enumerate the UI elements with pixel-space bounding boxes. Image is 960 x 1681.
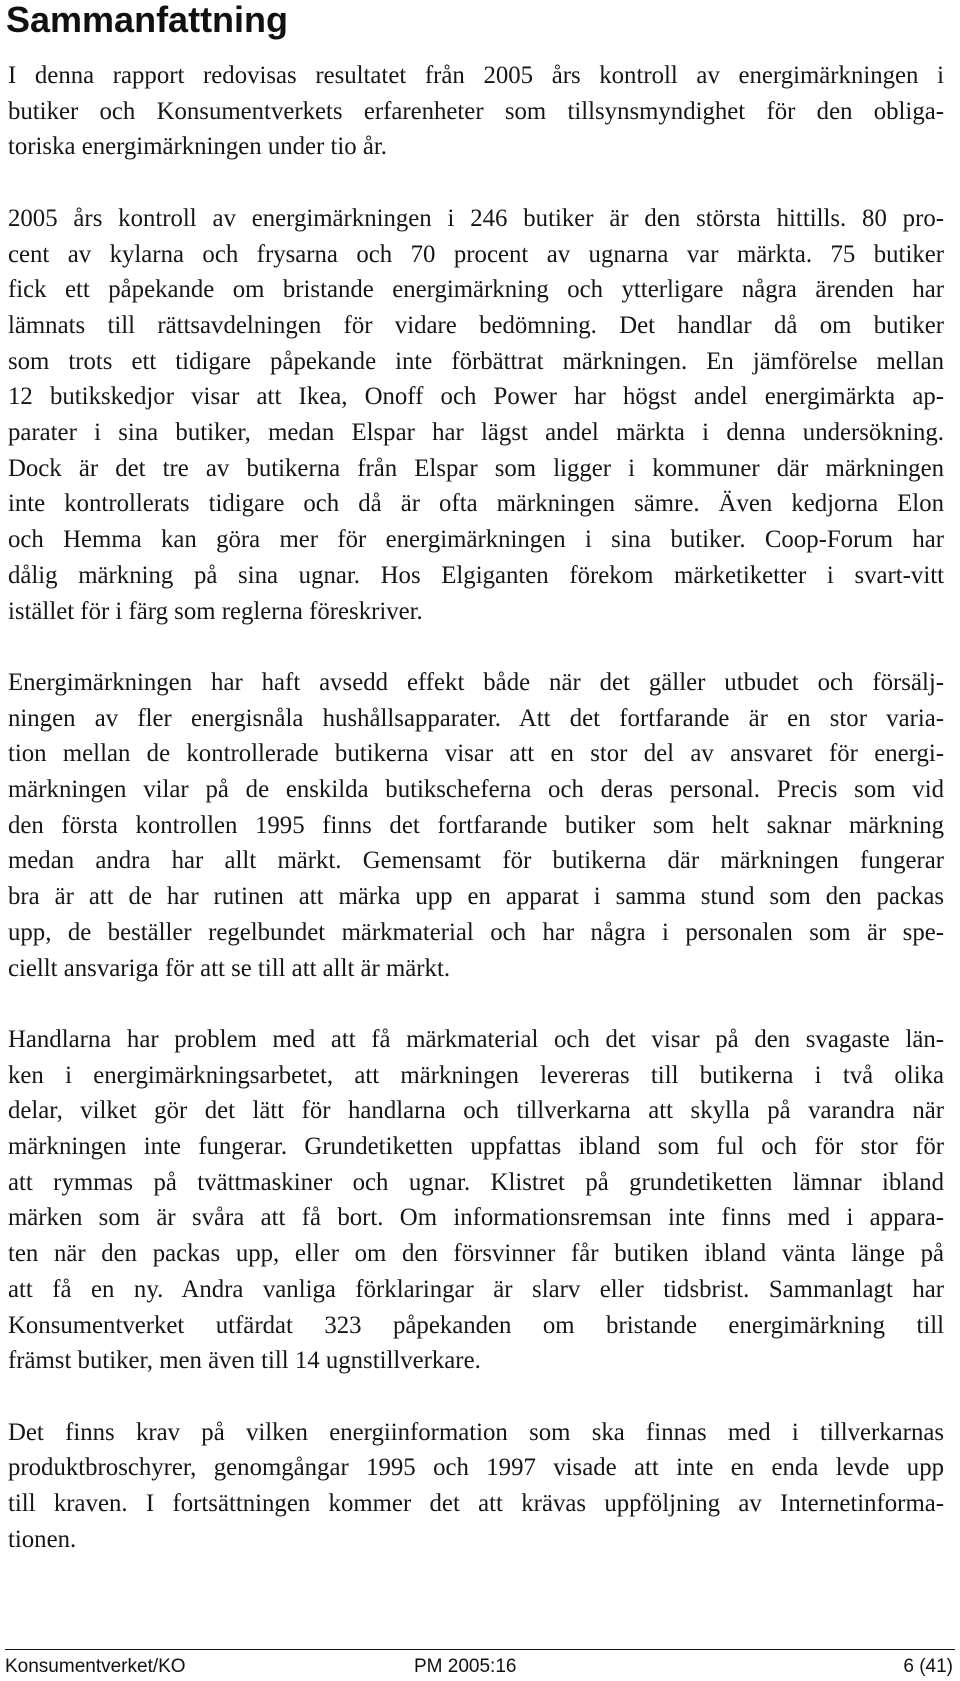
paragraph — [8, 1415, 944, 1558]
paragraph-line: den första kontrollen 1995 finns det fortfarande butiker som helt saknar märkning — [8, 811, 944, 839]
footer-document-id: PM 2005:16 — [414, 1656, 517, 1677]
paragraph-line: fick ett påpekande om bristande energimärkning och ytterligare några ärenden har — [8, 276, 944, 304]
paragraph-line: Det finns krav på vilken energiinformation som ska finnas med i tillverkarnas — [8, 1418, 944, 1446]
paragraph-line: parater i sina butiker, medan Elspar har lägst andel märkta i denna undersökning. — [8, 419, 944, 447]
paragraph-line: tionen. — [8, 1525, 77, 1553]
paragraph-line: medan andra har allt märkt. Gemensamt för butikerna där märkningen fungerar — [8, 847, 944, 875]
paragraph-line: ningen av fler energisnåla hushållsapparater. Att det fortfarande är en stor varia- — [8, 704, 944, 732]
footer-divider — [5, 1649, 955, 1650]
paragraph-line: bra är att de har rutinen att märka upp en apparat i samma stund som den packas — [8, 883, 944, 911]
paragraph-line: att rymmas på tvättmaskiner och ugnar. Klistret på grundetiketten lämnar ibland — [8, 1168, 944, 1196]
paragraph-line: Energimärkningen har haft avsedd effekt både när det gäller utbudet och försälj- — [8, 668, 944, 696]
page-footer — [5, 1656, 953, 1678]
page-title: Sammanfattning — [6, 0, 289, 40]
paragraph-line: cent av kylarna och frysarna och 70 procent av ugnarna var märkta. 75 butiker — [8, 240, 944, 268]
paragraph-line: ken i energimärkningsarbetet, att märkningen levereras till butikerna i två olika — [8, 1061, 944, 1089]
paragraph-line: som trots ett tidigare påpekande inte förbättrat märkningen. En jämförelse mellan — [8, 347, 944, 375]
paragraph-line: ten när den packas upp, eller om den försvinner får butiken ibland vänta länge på — [8, 1240, 944, 1268]
paragraph-line: istället för i färg som reglerna föreskriver. — [8, 597, 423, 625]
paragraph-line: ciellt ansvariga för att se till att allt är märkt. — [8, 954, 451, 982]
paragraph-line: butiker och Konsumentverkets erfarenheter som tillsynsmyndighet för den obliga- — [8, 97, 944, 125]
paragraph — [8, 201, 944, 629]
paragraph-line: märken som är svåra att få bort. Om informationsremsan inte finns med i appara- — [8, 1204, 944, 1232]
paragraph — [8, 665, 944, 986]
paragraph — [8, 1022, 944, 1379]
paragraph-line: produktbroschyrer, genomgångar 1995 och 1997 visade att inte en enda levde upp — [8, 1454, 944, 1482]
paragraph-line: 2005 års kontroll av energimärkningen i 246 butiker är den största hittills. 80 pro- — [8, 204, 944, 232]
paragraph-line: upp, de beställer regelbundet märkmaterial och har några i personalen som är spe- — [8, 918, 944, 946]
footer-page-number: 6 (41) — [903, 1656, 953, 1677]
footer-publisher: Konsumentverket/KO — [5, 1656, 186, 1677]
paragraph-line: till kraven. I fortsättningen kommer det att krävas uppföljning av Internetinforma- — [8, 1490, 944, 1518]
paragraph-line: tion mellan de kontrollerade butikerna visar att en stor del av ansvaret för energi- — [8, 740, 944, 768]
paragraph-line: och Hemma kan göra mer för energimärkningen i sina butiker. Coop-Forum har — [8, 526, 944, 554]
body-text — [8, 58, 944, 1557]
paragraph-line: lämnats till rättsavdelningen för vidare bedömning. Det handlar då om butiker — [8, 311, 944, 339]
paragraph-line: att få en ny. Andra vanliga förklaringar är slarv eller tidsbrist. Sammanlagt har — [8, 1275, 944, 1303]
paragraph-line: inte kontrollerats tidigare och då är ofta märkningen sämre. Även kedjorna Elon — [8, 490, 944, 518]
paragraph-line: Dock är det tre av butikerna från Elspar som ligger i kommuner där märkningen — [8, 454, 944, 482]
paragraph-line: främst butiker, men även till 14 ugnstillverkare. — [8, 1347, 481, 1375]
paragraph-line: delar, vilket gör det lätt för handlarna och tillverkarna att skylla på varandra när — [8, 1097, 944, 1125]
paragraph — [8, 58, 944, 165]
paragraph-line: dålig märkning på sina ugnar. Hos Elgiganten förekom märketiketter i svart-vitt — [8, 561, 944, 589]
paragraph-line: Handlarna har problem med att få märkmaterial och det visar på den svagaste län- — [8, 1025, 944, 1053]
paragraph-line: märkningen inte fungerar. Grundetiketten uppfattas ibland som ful och för stor för — [8, 1133, 944, 1161]
paragraph-line: I denna rapport redovisas resultatet från 2005 års kontroll av energimärkningen i — [8, 62, 944, 89]
paragraph-line: 12 butikskedjor visar att Ikea, Onoff och Power har högst andel energimärkta ap- — [8, 383, 944, 411]
paragraph-line: toriska energimärkningen under tio år. — [8, 133, 387, 161]
paragraph-line: märkningen vilar på de enskilda butikscheferna och deras personal. Precis som vid — [8, 776, 944, 804]
paragraph-line: Konsumentverket utfärdat 323 påpekanden om bristande energimärkning till — [8, 1311, 944, 1339]
